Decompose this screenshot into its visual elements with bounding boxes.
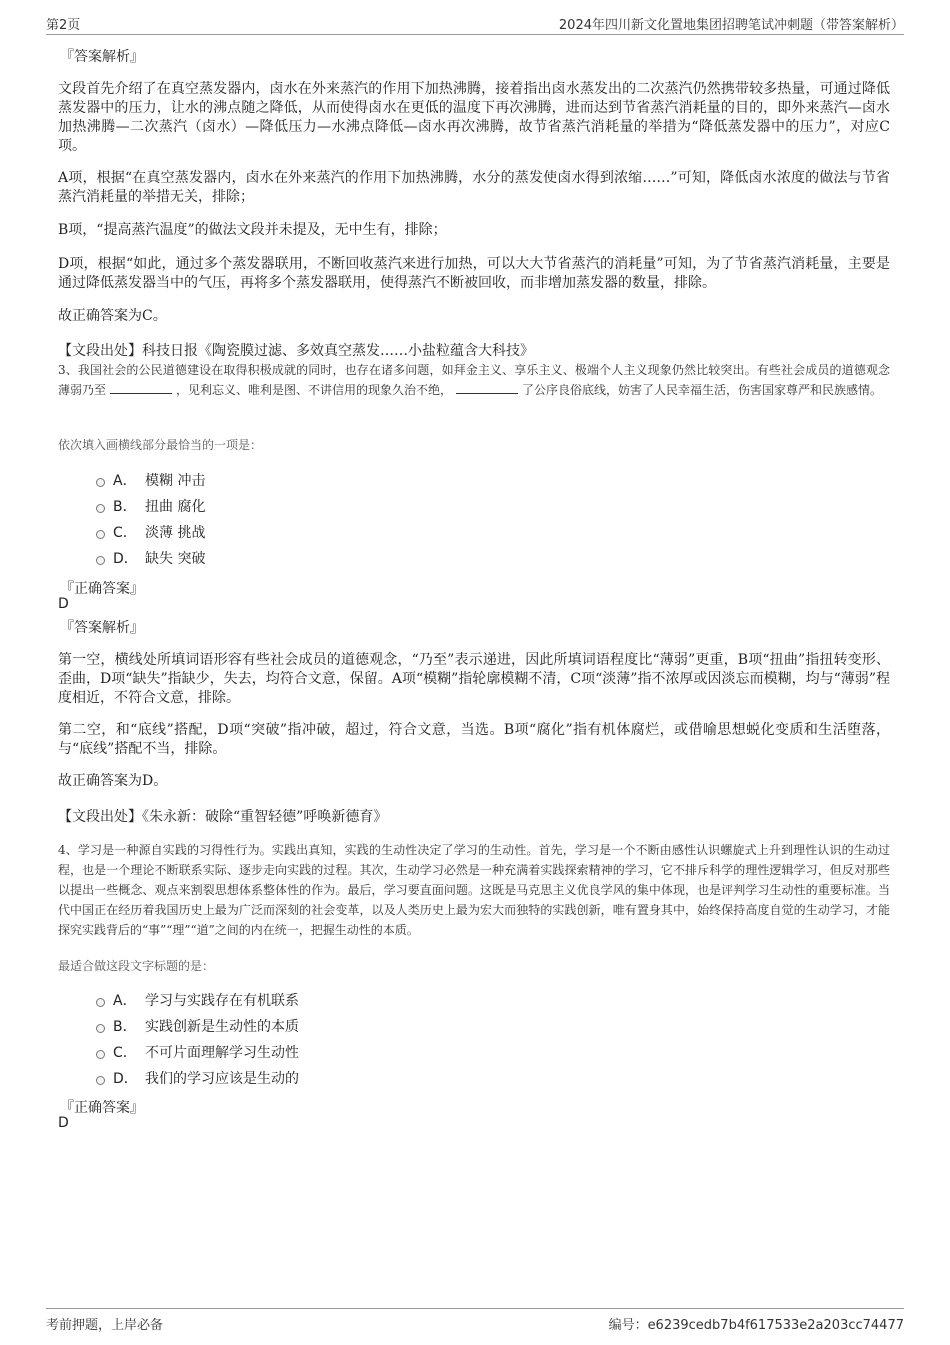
question-stem: 3、我国社会的公民道德建设在取得积极成就的同时，也存在诸多问题，如拜金主义、享乐主义、极端个人主义现象仍然比较突出。有些社会成员的道德观念薄弱乃至 ，见利忘义、唯利是图、不讲信用的现象久治不绝， 了公序良俗底线，妨害了人民幸福生活，伤害国家尊严和民族感情。 [58,363,890,397]
source-citation: 【文段出处】科技日报《陶瓷膜过滤、多效真空蒸发……小盐粒蕴含大科技》 [58,343,534,359]
radio-icon[interactable] [96,998,105,1007]
radio-icon[interactable] [96,1050,105,1059]
source-citation: 【文段出处】《朱永新：破除“重智轻德”呼唤新德育》 [58,809,388,825]
radio-icon[interactable] [96,478,105,487]
fill-blank [110,381,172,394]
option-b[interactable]: B． 实践创新是生动性的本质 [96,1016,299,1036]
question-prompt: 依次填入画横线部分最恰当的一项是： [58,438,263,452]
analysis-paragraph: 文段首先介绍了在真空蒸发器内，卤水在外来蒸汽的作用下加热沸腾，接着指出卤水蒸发出的二次蒸汽仍然携带较多热量，可通过降低蒸发器中的压力，让水的沸点随之降低，从而使得卤水在更低的温度下再次沸腾，进而达到节省蒸汽消耗量的目的，即外来蒸汽—卤水加热沸腾—二次蒸汽（卤水）—降低压力—水沸点降低—卤水再次沸腾，故节省蒸汽消耗量的举措为“降低蒸发器中的压力”，对应C项。 [58,81,890,154]
question-prompt: 最适合做这段文字标题的是： [58,959,215,973]
analysis-tag: 『答案解析』 [60,620,144,636]
conclusion: 故正确答案为C。 [58,308,167,324]
analysis-paragraph: B项，“提高蒸汽温度”的做法文段并未提及，无中生有，排除； [58,222,447,238]
radio-icon[interactable] [96,504,105,513]
radio-icon[interactable] [96,1024,105,1033]
option-d[interactable]: D． 我们的学习应该是生动的 [96,1068,299,1088]
option-b[interactable]: B． 扭曲 腐化 [96,496,205,516]
question-stem: 4、学习是一种源自实践的习得性行为。实践出真知，实践的生动性决定了学习的生动性。首先，学习是一个不断由感性认识螺旋式上升到理性认识的生动过程，也是一个理论不断联系实际、逐步走向实践的过程。其次，生动学习必然是一种充满着实践探索精神的学习，它不排斥科学的理性逻辑学习，但反对那些以提出一些概念、观点来割裂思想体系整体性的作为。最后，学习要直面问题。这既是马克思主义优良学风的集中体现，也是评判学习生动性的重要标准。当代中国正在经历着我国历史上最为广泛而深刻的社会变革，以及人类历史上最为宏大而独特的实践创新，唯有置身其中，始终保持高度自觉的生动学习，才能探究实践背后的“事”“理”“道”之间的内在统一，把握生动性的本质。 [58,843,890,937]
analysis-paragraph: A项，根据“在真空蒸发器内，卤水在外来蒸汽的作用下加热沸腾，水分的蒸发使卤水得到浓缩……”可知，降低卤水浓度的做法与节省蒸汽消耗量的举措无关，排除； [58,170,890,205]
radio-icon[interactable] [96,1076,105,1085]
option-a[interactable]: A． 模糊 冲击 [96,470,205,490]
analysis-paragraph: 第二空，和“底线”搭配，D项“突破”指冲破，超过，符合文意，当选。B项“腐化”指有机体腐烂，或借喻思想蜕化变质和生活堕落，与“底线”搭配不当，排除。 [58,722,890,757]
option-d[interactable]: D． 缺失 突破 [96,548,205,568]
conclusion: 故正确答案为D。 [58,773,168,789]
page-header [46,14,904,35]
option-c[interactable]: C． 不可片面理解学习生动性 [96,1042,299,1062]
page-number: 第2页 [46,18,81,33]
analysis-paragraph: 第一空，横线处所填词语形容有些社会成员的道德观念，“乃至”表示递进，因此所填词语程度比“薄弱”更重，B项“扭曲”指扭转变形、歪曲，D项“缺失”指缺少，失去，均符合文意，保留。A项“模糊”指轮廓模糊不清，C项“淡薄”指不浓厚或因淡忘而模糊，均与“薄弱”程度相近，不符合文意，排除。 [58,652,890,706]
document-code: 编号：e6239cedb7b4f617533e2a203cc74477 [608,1318,904,1333]
answer-tag: 『正确答案』 [60,1100,144,1116]
page-footer [46,1308,904,1333]
radio-icon[interactable] [96,530,105,539]
footer-motto: 考前押题，上岸必备 [46,1318,164,1333]
radio-icon[interactable] [96,556,105,565]
analysis-tag: 『答案解析』 [60,49,144,65]
option-a[interactable]: A． 学习与实践存在有机联系 [96,990,299,1010]
option-c[interactable]: C． 淡薄 挑战 [96,522,205,542]
document-title: 2024年四川新文化置地集团招聘笔试冲刺题（带答案解析） [558,18,904,33]
analysis-paragraph: D项，根据“如此，通过多个蒸发器联用，不断回收蒸汽来进行加热，可以大大节省蒸汽的消耗量”可知，为了节省蒸汽消耗量，主要是通过降低蒸发器当中的气压，再将多个蒸发器联用，使得蒸汽不断被回收，而非增加蒸发器的数量，排除。 [58,256,890,291]
correct-answer: D [58,596,69,612]
fill-blank [456,381,518,394]
correct-answer: D [58,1115,69,1131]
answer-tag: 『正确答案』 [60,581,144,597]
